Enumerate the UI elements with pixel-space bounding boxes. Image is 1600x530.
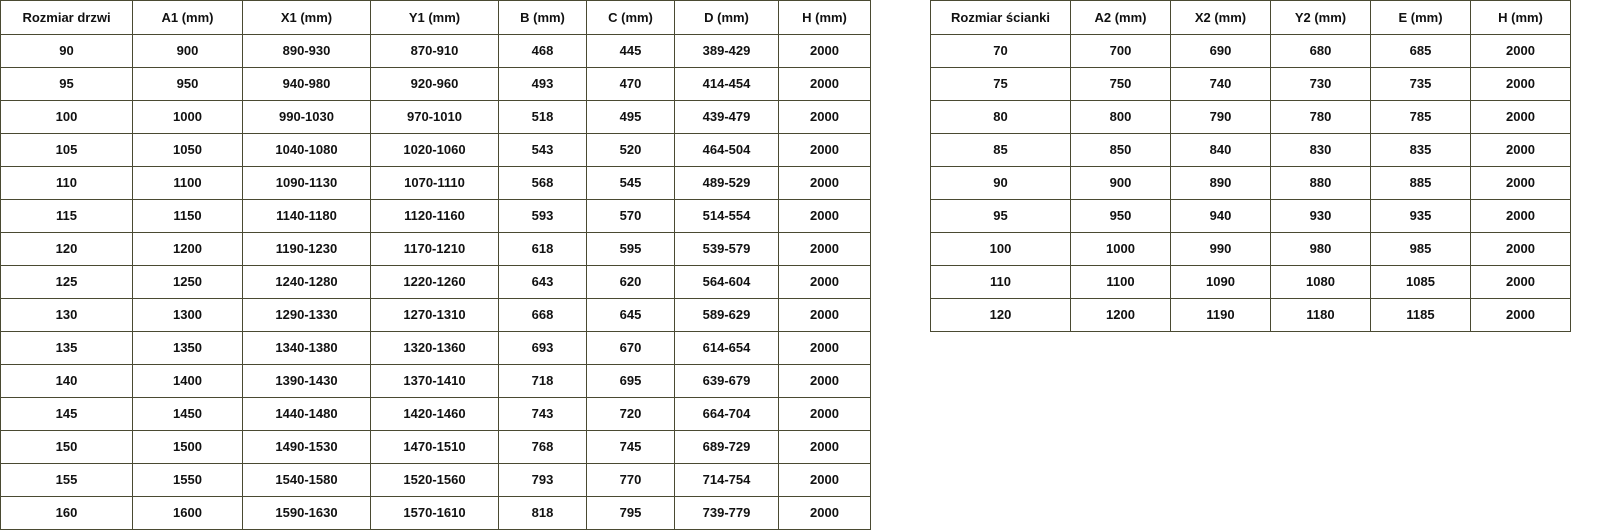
table-row — [931, 134, 1571, 167]
doors-col-header-x1: X1 (mm) — [243, 1, 371, 35]
cell: 685 — [1371, 35, 1471, 68]
cell: 1200 — [1071, 299, 1171, 332]
cell: 835 — [1371, 134, 1471, 167]
cell: 1190 — [1171, 299, 1271, 332]
cell: 100 — [931, 233, 1071, 266]
cell: 2000 — [1471, 101, 1571, 134]
doors-header-row — [1, 1, 871, 35]
cell: 1570-1610 — [371, 497, 499, 530]
cell: 720 — [587, 398, 675, 431]
walls-col-header-h: H (mm) — [1471, 1, 1571, 35]
cell: 140 — [1, 365, 133, 398]
cell: 880 — [1271, 167, 1371, 200]
cell: 2000 — [779, 497, 871, 530]
cell: 518 — [499, 101, 587, 134]
doors-col-header-b: B (mm) — [499, 1, 587, 35]
cell: 1000 — [1071, 233, 1171, 266]
cell: 639-679 — [675, 365, 779, 398]
cell: 2000 — [1471, 35, 1571, 68]
cell: 990-1030 — [243, 101, 371, 134]
cell: 489-529 — [675, 167, 779, 200]
cell: 1140-1180 — [243, 200, 371, 233]
cell: 1040-1080 — [243, 134, 371, 167]
cell: 95 — [1, 68, 133, 101]
cell: 514-554 — [675, 200, 779, 233]
cell: 464-504 — [675, 134, 779, 167]
cell: 564-604 — [675, 266, 779, 299]
cell: 614-654 — [675, 332, 779, 365]
table-row — [1, 299, 871, 332]
cell: 818 — [499, 497, 587, 530]
table-row — [1, 365, 871, 398]
cell: 1370-1410 — [371, 365, 499, 398]
cell: 768 — [499, 431, 587, 464]
cell: 680 — [1271, 35, 1371, 68]
cell: 689-729 — [675, 431, 779, 464]
cell: 985 — [1371, 233, 1471, 266]
cell: 970-1010 — [371, 101, 499, 134]
table-row — [1, 68, 871, 101]
cell: 1085 — [1371, 266, 1471, 299]
walls-table-body — [931, 35, 1571, 332]
cell: 2000 — [779, 35, 871, 68]
cell: 105 — [1, 134, 133, 167]
table-row — [931, 299, 1571, 332]
cell: 1390-1430 — [243, 365, 371, 398]
cell: 780 — [1271, 101, 1371, 134]
walls-table-head — [931, 1, 1571, 35]
cell: 495 — [587, 101, 675, 134]
table-row — [1, 266, 871, 299]
cell: 1200 — [133, 233, 243, 266]
cell: 1350 — [133, 332, 243, 365]
cell: 1340-1380 — [243, 332, 371, 365]
cell: 2000 — [1471, 233, 1571, 266]
cell: 1450 — [133, 398, 243, 431]
cell: 770 — [587, 464, 675, 497]
cell: 130 — [1, 299, 133, 332]
walls-size-table-container — [930, 0, 1571, 332]
cell: 900 — [133, 35, 243, 68]
table-row — [1, 497, 871, 530]
walls-col-header-x2: X2 (mm) — [1171, 1, 1271, 35]
cell: 990 — [1171, 233, 1271, 266]
cell: 735 — [1371, 68, 1471, 101]
cell: 445 — [587, 35, 675, 68]
cell: 1250 — [133, 266, 243, 299]
cell: 70 — [931, 35, 1071, 68]
cell: 1500 — [133, 431, 243, 464]
cell: 950 — [133, 68, 243, 101]
cell: 2000 — [779, 431, 871, 464]
cell: 110 — [931, 266, 1071, 299]
cell: 743 — [499, 398, 587, 431]
cell: 1070-1110 — [371, 167, 499, 200]
cell: 920-960 — [371, 68, 499, 101]
doors-col-header-a1: A1 (mm) — [133, 1, 243, 35]
cell: 493 — [499, 68, 587, 101]
cell: 1290-1330 — [243, 299, 371, 332]
cell: 1120-1160 — [371, 200, 499, 233]
walls-col-header-y2: Y2 (mm) — [1271, 1, 1371, 35]
cell: 1490-1530 — [243, 431, 371, 464]
cell: 1185 — [1371, 299, 1471, 332]
table-row — [931, 233, 1571, 266]
cell: 2000 — [1471, 68, 1571, 101]
cell: 2000 — [1471, 266, 1571, 299]
table-row — [1, 101, 871, 134]
cell: 589-629 — [675, 299, 779, 332]
cell: 1270-1310 — [371, 299, 499, 332]
cell: 645 — [587, 299, 675, 332]
walls-col-header-e: E (mm) — [1371, 1, 1471, 35]
cell: 90 — [1, 35, 133, 68]
cell: 110 — [1, 167, 133, 200]
cell: 1240-1280 — [243, 266, 371, 299]
cell: 1090 — [1171, 266, 1271, 299]
doors-col-header-h: H (mm) — [779, 1, 871, 35]
cell: 2000 — [1471, 299, 1571, 332]
cell: 890-930 — [243, 35, 371, 68]
cell: 643 — [499, 266, 587, 299]
cell: 795 — [587, 497, 675, 530]
cell: 840 — [1171, 134, 1271, 167]
cell: 439-479 — [675, 101, 779, 134]
cell: 2000 — [779, 233, 871, 266]
cell: 2000 — [779, 365, 871, 398]
table-row — [1, 332, 871, 365]
cell: 2000 — [779, 167, 871, 200]
cell: 2000 — [1471, 167, 1571, 200]
table-row — [1, 233, 871, 266]
cell: 1020-1060 — [371, 134, 499, 167]
walls-col-header-size: Rozmiar ścianki — [931, 1, 1071, 35]
cell: 870-910 — [371, 35, 499, 68]
cell: 1100 — [1071, 266, 1171, 299]
cell: 739-779 — [675, 497, 779, 530]
cell: 568 — [499, 167, 587, 200]
cell: 664-704 — [675, 398, 779, 431]
cell: 670 — [587, 332, 675, 365]
doors-col-header-d: D (mm) — [675, 1, 779, 35]
doors-table-body — [1, 35, 871, 530]
cell: 593 — [499, 200, 587, 233]
table-row — [931, 101, 1571, 134]
cell: 2000 — [779, 464, 871, 497]
table-row — [931, 167, 1571, 200]
cell: 750 — [1071, 68, 1171, 101]
cell: 120 — [1, 233, 133, 266]
table-row — [931, 35, 1571, 68]
table-row — [931, 200, 1571, 233]
cell: 1320-1360 — [371, 332, 499, 365]
cell: 1540-1580 — [243, 464, 371, 497]
cell: 570 — [587, 200, 675, 233]
cell: 545 — [587, 167, 675, 200]
cell: 1520-1560 — [371, 464, 499, 497]
cell: 595 — [587, 233, 675, 266]
cell: 695 — [587, 365, 675, 398]
cell: 690 — [1171, 35, 1271, 68]
cell: 2000 — [779, 266, 871, 299]
cell: 718 — [499, 365, 587, 398]
cell: 115 — [1, 200, 133, 233]
cell: 1440-1480 — [243, 398, 371, 431]
cell: 2000 — [779, 68, 871, 101]
walls-size-table — [930, 0, 1571, 332]
cell: 470 — [587, 68, 675, 101]
cell: 793 — [499, 464, 587, 497]
cell: 668 — [499, 299, 587, 332]
cell: 885 — [1371, 167, 1471, 200]
doors-col-header-c: C (mm) — [587, 1, 675, 35]
cell: 543 — [499, 134, 587, 167]
cell: 700 — [1071, 35, 1171, 68]
cell: 1600 — [133, 497, 243, 530]
cell: 135 — [1, 332, 133, 365]
cell: 830 — [1271, 134, 1371, 167]
cell: 730 — [1271, 68, 1371, 101]
doors-table-head — [1, 1, 871, 35]
cell: 980 — [1271, 233, 1371, 266]
cell: 90 — [931, 167, 1071, 200]
cell: 2000 — [779, 200, 871, 233]
cell: 2000 — [779, 299, 871, 332]
cell: 1050 — [133, 134, 243, 167]
cell: 1590-1630 — [243, 497, 371, 530]
cell: 155 — [1, 464, 133, 497]
cell: 75 — [931, 68, 1071, 101]
table-row — [1, 167, 871, 200]
table-row — [931, 68, 1571, 101]
cell: 740 — [1171, 68, 1271, 101]
cell: 160 — [1, 497, 133, 530]
cell: 790 — [1171, 101, 1271, 134]
cell: 2000 — [779, 134, 871, 167]
walls-col-header-a2: A2 (mm) — [1071, 1, 1171, 35]
cell: 520 — [587, 134, 675, 167]
cell: 693 — [499, 332, 587, 365]
cell: 2000 — [779, 398, 871, 431]
cell: 1000 — [133, 101, 243, 134]
cell: 618 — [499, 233, 587, 266]
table-row — [1, 134, 871, 167]
cell: 940-980 — [243, 68, 371, 101]
cell: 850 — [1071, 134, 1171, 167]
cell: 1220-1260 — [371, 266, 499, 299]
cell: 389-429 — [675, 35, 779, 68]
cell: 950 — [1071, 200, 1171, 233]
table-row — [1, 431, 871, 464]
cell: 1470-1510 — [371, 431, 499, 464]
cell: 1150 — [133, 200, 243, 233]
cell: 2000 — [1471, 134, 1571, 167]
cell: 900 — [1071, 167, 1171, 200]
cell: 935 — [1371, 200, 1471, 233]
cell: 2000 — [779, 101, 871, 134]
cell: 414-454 — [675, 68, 779, 101]
cell: 1300 — [133, 299, 243, 332]
table-row — [1, 398, 871, 431]
cell: 940 — [1171, 200, 1271, 233]
cell: 2000 — [779, 332, 871, 365]
cell: 1090-1130 — [243, 167, 371, 200]
cell: 1080 — [1271, 266, 1371, 299]
cell: 80 — [931, 101, 1071, 134]
cell: 1190-1230 — [243, 233, 371, 266]
doors-col-header-size: Rozmiar drzwi — [1, 1, 133, 35]
cell: 145 — [1, 398, 133, 431]
cell: 95 — [931, 200, 1071, 233]
cell: 620 — [587, 266, 675, 299]
cell: 785 — [1371, 101, 1471, 134]
cell: 930 — [1271, 200, 1371, 233]
cell: 745 — [587, 431, 675, 464]
cell: 1180 — [1271, 299, 1371, 332]
cell: 1170-1210 — [371, 233, 499, 266]
walls-header-row — [931, 1, 1571, 35]
cell: 1400 — [133, 365, 243, 398]
cell: 468 — [499, 35, 587, 68]
table-row — [1, 200, 871, 233]
cell: 100 — [1, 101, 133, 134]
cell: 1100 — [133, 167, 243, 200]
cell: 2000 — [1471, 200, 1571, 233]
cell: 890 — [1171, 167, 1271, 200]
cell: 150 — [1, 431, 133, 464]
cell: 539-579 — [675, 233, 779, 266]
cell: 120 — [931, 299, 1071, 332]
cell: 800 — [1071, 101, 1171, 134]
cell: 85 — [931, 134, 1071, 167]
cell: 1420-1460 — [371, 398, 499, 431]
table-row — [1, 35, 871, 68]
table-row — [931, 266, 1571, 299]
cell: 125 — [1, 266, 133, 299]
cell: 714-754 — [675, 464, 779, 497]
cell: 1550 — [133, 464, 243, 497]
table-row — [1, 464, 871, 497]
doors-col-header-y1: Y1 (mm) — [371, 1, 499, 35]
